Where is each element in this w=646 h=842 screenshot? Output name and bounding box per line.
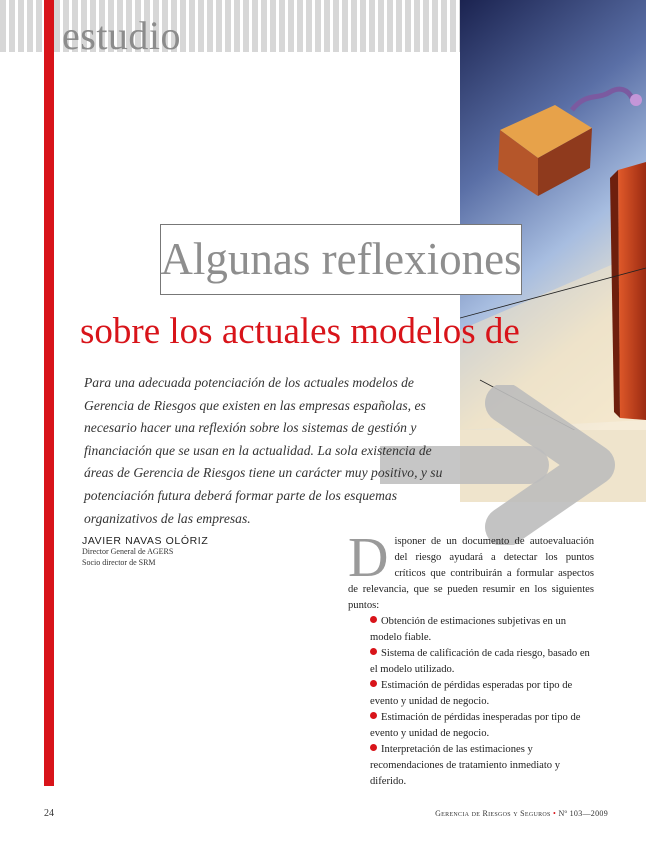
list-item: Sistema de calificación de cada riesgo, basado en el modelo utilizado. — [370, 648, 590, 675]
author-role-2: Socio director de SRM — [82, 557, 156, 567]
title-line-1: Algunas reflexiones — [160, 234, 522, 284]
drop-cap: D — [348, 527, 389, 589]
footer-publication — [435, 809, 608, 818]
author-role-1: Director General de AGERS — [82, 547, 174, 556]
bullet-list — [370, 614, 594, 790]
bullet-dot-icon — [370, 648, 377, 655]
list-item: Estimación de pérdidas esperadas por tipo de evento y unidad de negocio. — [370, 680, 573, 707]
bullet-dot-icon — [370, 744, 377, 751]
bullet-dot-icon — [370, 712, 377, 719]
list-item: Interpretación de las estimaciones y recomendaciones de tratamiento inmediato y diferido. — [370, 744, 561, 787]
footer-dot-icon: • — [553, 809, 557, 818]
publication-name: Gerencia de Riesgos y Seguros — [435, 809, 551, 818]
page-number: 24 — [44, 808, 54, 819]
bullet-dot-icon — [370, 616, 377, 623]
author-roles — [82, 547, 173, 568]
title-box — [160, 224, 522, 295]
body-intro-text: isponer de un documento de autoevaluación del riesgo ayudará a detectar los puntos críticos que contribuirán a formular aspectos de relevancia, que se pueden resumir en los siguientes puntos: — [348, 536, 594, 611]
lead-paragraph: Para una adecuada potenciación de los actuales modelos de Gerencia de Riesgos que existen en las empresas españolas, es necesario hacer una reflexión sobre los sistemas de gestión y financiación que se usan en la actualidad. La sola existencia de áreas de Gerencia de Riesgos tiene un carácter muy positivo, y su potenciación futura deberá formar parte de los esquemas organizativos de las empresas. — [84, 375, 443, 526]
list-item: Obtención de estimaciones subjetivas en un modelo fiable. — [370, 616, 567, 643]
issue-number: Nº 103—2009 — [558, 809, 608, 818]
body-column — [348, 527, 594, 790]
bullet-dot-icon — [370, 680, 377, 687]
title-line-2: sobre los actuales modelos de — [80, 311, 520, 352]
author-name: JAVIER NAVAS OLÓRIZ — [82, 535, 209, 547]
body-intro — [348, 527, 594, 614]
red-vertical-bar — [44, 0, 54, 786]
list-item: Estimación de pérdidas inesperadas por tipo de evento y unidad de negocio. — [370, 712, 581, 739]
section-label: estudio — [62, 13, 182, 58]
